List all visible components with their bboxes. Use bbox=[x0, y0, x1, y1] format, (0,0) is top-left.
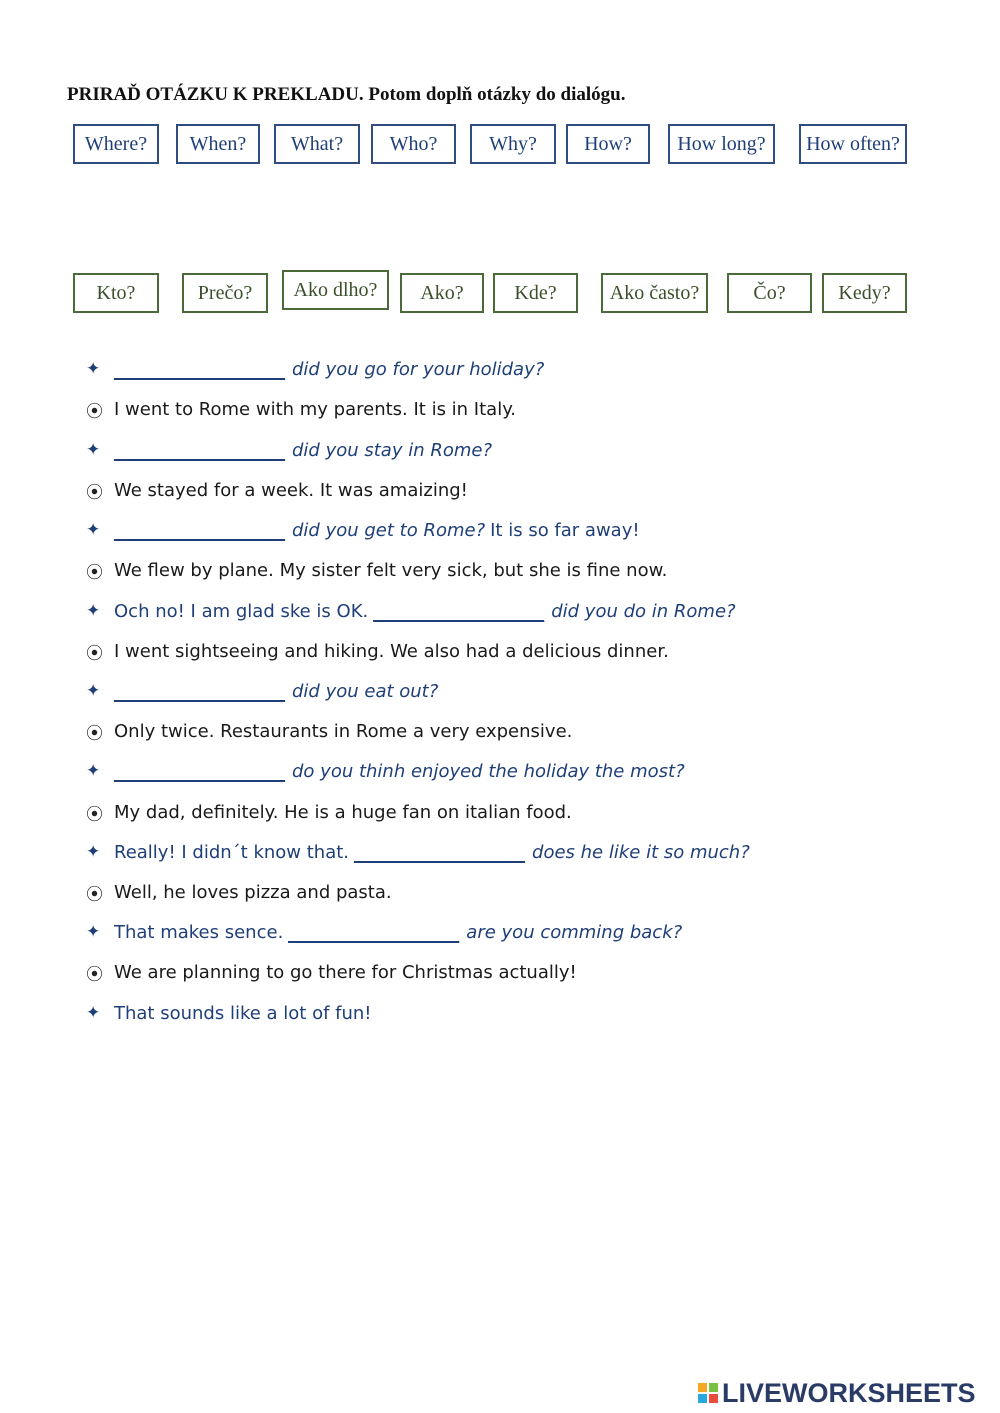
word-box-how[interactable]: How? bbox=[566, 124, 650, 164]
liveworksheets-logo bbox=[698, 1376, 976, 1410]
star-bullet-icon: ✦ bbox=[86, 922, 101, 942]
star-bullet-icon: ✦ bbox=[86, 761, 101, 781]
dialogue-question-4: ✦ Och no! I am glad ske is OK. ___________________ did you do in Rome? bbox=[86, 600, 736, 623]
star-bullet-icon: ✦ bbox=[86, 1003, 101, 1023]
answer-blank-8[interactable]: ___________________ bbox=[288, 922, 460, 944]
answer-blank-7[interactable]: ___________________ bbox=[354, 842, 526, 864]
circle-bullet-icon: ⦿ bbox=[86, 643, 103, 664]
answer-blank-1[interactable]: ___________________ bbox=[114, 359, 285, 381]
dialogue-answer-3: ⦿ We flew by plane. My sister felt very sick, but she is fine now. bbox=[86, 559, 668, 583]
circle-bullet-icon: ⦿ bbox=[86, 401, 103, 422]
word-box-kto[interactable]: Kto? bbox=[73, 273, 159, 313]
dialogue-answer-6: ⦿ My dad, definitely. He is a huge fan on italian food. bbox=[86, 801, 572, 825]
star-bullet-icon: ✦ bbox=[86, 842, 101, 862]
word-box-kedy[interactable]: Kedy? bbox=[822, 273, 907, 313]
dialogue-answer-7: ⦿ Well, he loves pizza and pasta. bbox=[86, 881, 392, 905]
circle-bullet-icon: ⦿ bbox=[86, 964, 103, 985]
star-bullet-icon: ✦ bbox=[86, 601, 101, 621]
star-bullet-icon: ✦ bbox=[86, 440, 101, 460]
star-bullet-icon: ✦ bbox=[86, 681, 101, 701]
word-box-what[interactable]: What? bbox=[274, 124, 360, 164]
circle-bullet-icon: ⦿ bbox=[86, 562, 103, 583]
circle-bullet-icon: ⦿ bbox=[86, 884, 103, 905]
dialogue-question-2: ✦ ___________________ did you stay in Rome? bbox=[86, 439, 493, 462]
word-box-ako[interactable]: Ako? bbox=[400, 273, 484, 313]
word-box-how-often[interactable]: How often? bbox=[799, 124, 907, 164]
dialogue-answer-1: ⦿ I went to Rome with my parents. It is in Italy. bbox=[86, 398, 517, 422]
word-box-kde[interactable]: Kde? bbox=[493, 273, 578, 313]
word-box-how-long[interactable]: How long? bbox=[668, 124, 775, 164]
dialogue-answer-4: ⦿ I went sightseeing and hiking. We also had a delicious dinner. bbox=[86, 640, 669, 664]
dialogue-answer-8: ⦿ We are planning to go there for Christmas actually! bbox=[86, 961, 577, 985]
word-box-where[interactable]: Where? bbox=[73, 124, 159, 164]
answer-blank-6[interactable]: ___________________ bbox=[114, 761, 285, 783]
page-title: PRIRAĎ OTÁZKU K PREKLADU. Potom doplň otázky do dialógu. bbox=[67, 84, 626, 105]
dialogue-question-1: ✦ ___________________ did you go for your holiday? bbox=[86, 358, 545, 381]
circle-bullet-icon: ⦿ bbox=[86, 804, 103, 825]
word-box-preco[interactable]: Prečo? bbox=[182, 273, 268, 313]
word-box-when[interactable]: When? bbox=[176, 124, 260, 164]
word-box-ako-casto[interactable]: Ako často? bbox=[601, 273, 708, 313]
answer-blank-2[interactable]: ___________________ bbox=[114, 440, 285, 462]
dialogue-question-8: ✦ That makes sence. ___________________ are you comming back? bbox=[86, 921, 683, 944]
answer-blank-4[interactable]: ___________________ bbox=[373, 601, 545, 623]
circle-bullet-icon: ⦿ bbox=[86, 723, 103, 744]
dialogue-closing: ✦ That sounds like a lot of fun! bbox=[86, 1002, 372, 1024]
dialogue-question-5: ✦ ___________________ did you eat out? bbox=[86, 680, 439, 703]
dialogue-question-3: ✦ ___________________ did you get to Rome? It is so far away! bbox=[86, 519, 640, 542]
dialogue-question-6: ✦ ___________________ do you thinh enjoyed the holiday the most? bbox=[86, 760, 685, 783]
dialogue-answer-5: ⦿ Only twice. Restaurants in Rome a very expensive. bbox=[86, 720, 573, 744]
dialogue-answer-2: ⦿ We stayed for a week. It was amaizing! bbox=[86, 479, 468, 503]
circle-bullet-icon: ⦿ bbox=[86, 482, 103, 503]
word-box-ako-dlho[interactable]: Ako dlho? bbox=[282, 270, 389, 310]
dialogue-question-7: ✦ Really! I didn´t know that. ___________________ does he like it so much? bbox=[86, 841, 750, 864]
logo-blocks-icon bbox=[698, 1383, 718, 1403]
word-box-co[interactable]: Čo? bbox=[727, 273, 812, 313]
star-bullet-icon: ✦ bbox=[86, 520, 101, 540]
word-box-who[interactable]: Who? bbox=[371, 124, 456, 164]
answer-blank-5[interactable]: ___________________ bbox=[114, 681, 285, 703]
word-box-why[interactable]: Why? bbox=[470, 124, 556, 164]
logo-text: LIVEWORKSHEETS bbox=[722, 1377, 976, 1408]
answer-blank-3[interactable]: ___________________ bbox=[114, 520, 285, 542]
star-bullet-icon: ✦ bbox=[86, 359, 101, 379]
